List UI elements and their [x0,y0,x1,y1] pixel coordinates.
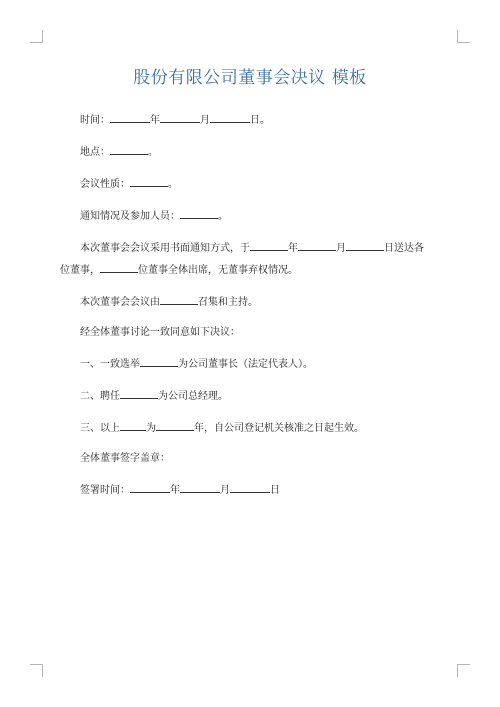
item-3-text: 三、以上 [80,423,120,434]
item-1-text: 一、一致选举 [80,359,140,370]
month-text: 月 [220,485,230,496]
notice-method-line [60,240,450,256]
item-2-text: 二、聘任 [80,391,120,402]
attendance-text: 位董事全体出席，无董事弃权情况。 [138,265,298,276]
crop-mark-bottom-right [457,664,470,677]
sign-day-blank[interactable] [230,482,270,493]
notice-year-blank[interactable] [250,240,288,251]
convened-line [60,294,450,310]
period-text: 。 [148,147,158,158]
nature-line [60,176,450,192]
item-2-end-text: 为公司总经理。 [158,391,228,402]
document-body [60,112,450,498]
nature-label: 会议性质： [80,179,130,190]
day-text: 日 [270,485,280,496]
term-years-blank[interactable] [156,420,194,431]
month-text: 月 [200,115,210,126]
time-line [60,112,450,128]
item-3-end-text: 年，自公司登记机关核准之日起生效。 [194,423,364,434]
sign-month-blank[interactable] [180,482,220,493]
place-blank[interactable] [110,144,148,155]
crop-mark-top-right [457,30,470,43]
convened-end-text: 召集和主持。 [198,297,258,308]
document-title: 股份有限公司董事会决议 模板 [133,68,367,88]
year-text: 年 [170,485,180,496]
item-1-end-text: 为公司董事长（法定代表人）。 [178,359,313,370]
notice-line [60,208,450,224]
notice-month-blank[interactable] [298,240,336,251]
manager-blank[interactable] [120,388,158,399]
directors-count-text: 位董事， [60,265,100,276]
sign-time-label: 签署时间： [80,485,130,496]
notice-method-continuation [60,262,450,278]
resolution-intro: 经全体董事讨论一致同意如下决议： [80,327,240,338]
day-text: 日。 [250,115,270,126]
sign-year-blank[interactable] [130,482,170,493]
month-text: 月 [336,243,346,254]
item-3 [60,420,450,436]
notice-blank[interactable] [180,208,218,219]
convened-text: 本次董事会会议由 [80,297,160,308]
chairman-blank[interactable] [140,356,178,367]
notice-label: 通知情况及参加人员： [80,211,180,222]
signatures-line: 全体董事签字盖章： [80,453,170,464]
place-label: 地点： [80,147,110,158]
notice-method-end-text: 日送达各 [384,243,424,254]
directors-present-blank[interactable] [100,262,138,273]
item-2 [60,388,450,404]
crop-mark-top-left [30,30,43,43]
notice-day-blank[interactable] [346,240,384,251]
time-year-blank[interactable] [110,112,150,123]
time-day-blank[interactable] [210,112,250,123]
period-text: 。 [168,179,178,190]
notice-method-text: 本次董事会会议采用书面通知方式，于 [80,243,250,254]
nature-blank[interactable] [130,176,168,187]
time-month-blank[interactable] [160,112,200,123]
crop-mark-bottom-left [30,664,43,677]
convener-blank[interactable] [160,294,198,305]
year-text: 年 [288,243,298,254]
appointees-blank[interactable] [120,420,146,431]
year-text: 年 [150,115,160,126]
item-3-mid-text: 为 [146,423,156,434]
place-line [60,144,450,160]
period-text: 。 [218,211,228,222]
item-1 [60,356,450,372]
sign-time-line [60,482,450,498]
time-label: 时间： [80,115,110,126]
